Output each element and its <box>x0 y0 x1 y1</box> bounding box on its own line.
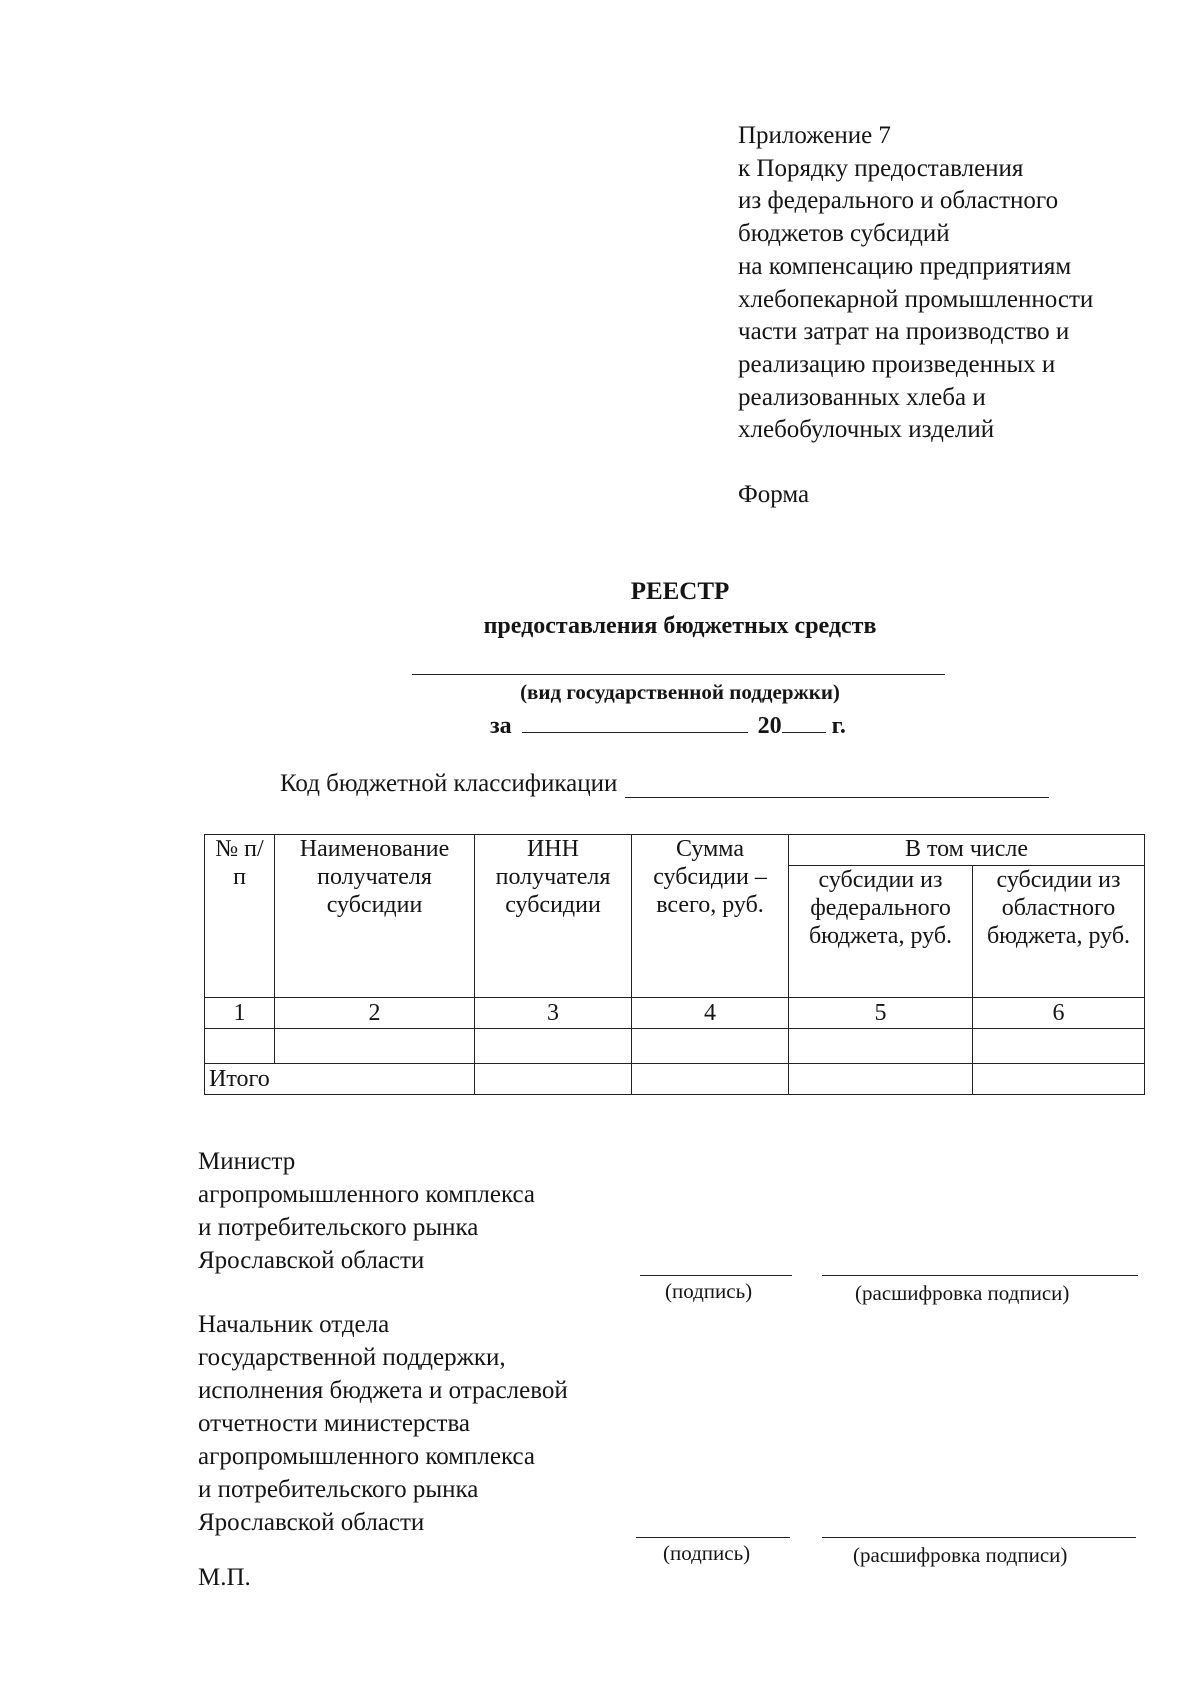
table-cell[interactable] <box>275 1029 475 1064</box>
table-cell[interactable] <box>632 1029 789 1064</box>
column-number: 6 <box>973 998 1145 1029</box>
signature-2-decode-caption: (расшифровка подписи) <box>853 1543 1068 1567</box>
header-including: В том числе <box>789 835 1145 866</box>
appendix-line: реализацию произведенных и <box>738 350 1056 378</box>
budget-code-blank <box>625 771 1049 798</box>
header-number: № п/п <box>205 835 275 998</box>
signatory-line: исполнения бюджета и отраслевой <box>198 1377 568 1404</box>
table-total-row <box>205 1064 1145 1095</box>
table-row <box>205 1029 1145 1064</box>
total-label: Итого <box>205 1064 475 1095</box>
period-year: 20 <box>757 713 782 739</box>
header-inn: ИНН получателя субсидии <box>475 835 632 998</box>
column-number: 2 <box>275 998 475 1029</box>
signatory-line: отчетности министерства <box>198 1410 471 1437</box>
appendix-line: хлебобулочных изделий <box>738 416 995 444</box>
table-number-row <box>205 998 1145 1029</box>
budget-code-label: Код бюджетной классификации <box>280 770 618 797</box>
appendix-line: из федерального и областного <box>738 187 1059 215</box>
signatory-line: и потребительского рынка <box>198 1214 479 1241</box>
column-number: 3 <box>475 998 632 1029</box>
budget-code-line <box>280 770 1049 798</box>
table-cell[interactable] <box>475 1029 632 1064</box>
signatory-line: агропромышленного комплекса <box>198 1443 536 1470</box>
form-label: Форма <box>738 481 810 509</box>
column-number: 4 <box>632 998 789 1029</box>
signature-1-decode-line <box>822 1275 1138 1276</box>
signatory-line: Ярославской области <box>198 1247 425 1274</box>
table-cell[interactable] <box>475 1064 632 1095</box>
document-title: РЕЕСТР <box>630 578 730 605</box>
table-cell[interactable] <box>789 1029 973 1064</box>
column-number: 1 <box>205 998 275 1029</box>
table-cell[interactable] <box>205 1029 275 1064</box>
document-subtitle: предоставления бюджетных средств <box>483 613 877 639</box>
period-line <box>490 708 846 740</box>
period-blank <box>522 708 748 733</box>
appendix-line: части затрат на производство и <box>738 318 1070 346</box>
appendix-line: хлебопекарной промышленности <box>738 285 1094 313</box>
header-federal: субсидии из федерального бюджета, руб. <box>789 866 973 998</box>
appendix-line: к Порядку предоставления <box>738 154 1024 182</box>
signature-1-caption: (подпись) <box>665 1279 753 1303</box>
appendix-line: бюджетов субсидий <box>738 220 950 248</box>
table-cell[interactable] <box>973 1029 1145 1064</box>
signatory-line: агропромышленного комплекса <box>198 1181 536 1208</box>
signatory-line: и потребительского рынка <box>198 1476 479 1503</box>
signatory-1-title <box>198 1145 535 1277</box>
signature-1-line <box>640 1275 792 1276</box>
signature-1-decode-caption: (расшифровка подписи) <box>855 1281 1070 1305</box>
period-prefix: за <box>490 713 512 739</box>
signature-2-line <box>636 1537 790 1538</box>
period-suffix: г. <box>831 713 846 739</box>
header-regional: субсидии из областного бюджета, руб. <box>973 866 1145 998</box>
signature-2-caption: (подпись) <box>663 1541 751 1565</box>
registry-table <box>204 834 1145 1095</box>
signatory-2-title <box>198 1308 568 1539</box>
year-blank <box>782 708 826 733</box>
appendix-line: Приложение 7 <box>738 122 891 149</box>
stamp-place-label: М.П. <box>198 1564 251 1591</box>
table-header-row <box>205 835 1145 866</box>
appendix-line: на компенсацию предприятиям <box>738 252 1072 280</box>
header-total-sum: Сумма субсидии – всего, руб. <box>632 835 789 998</box>
support-type-blank <box>412 674 945 675</box>
table-cell[interactable] <box>789 1064 973 1095</box>
signatory-line: Министр <box>198 1148 296 1175</box>
appendix-line: реализованных хлеба и <box>738 383 986 411</box>
signatory-line: Начальник отдела <box>198 1311 390 1338</box>
table-cell[interactable] <box>973 1064 1145 1095</box>
header-recipient-name: Наименование получателя субсидии <box>275 835 475 998</box>
support-type-caption: (вид государственной поддержки) <box>520 680 840 704</box>
signatory-line: государственной поддержки, <box>198 1344 506 1371</box>
table-cell[interactable] <box>632 1064 789 1095</box>
signatory-line: Ярославской области <box>198 1509 425 1536</box>
signature-2-decode-line <box>822 1537 1136 1538</box>
column-number: 5 <box>789 998 973 1029</box>
appendix-header <box>738 120 1093 512</box>
